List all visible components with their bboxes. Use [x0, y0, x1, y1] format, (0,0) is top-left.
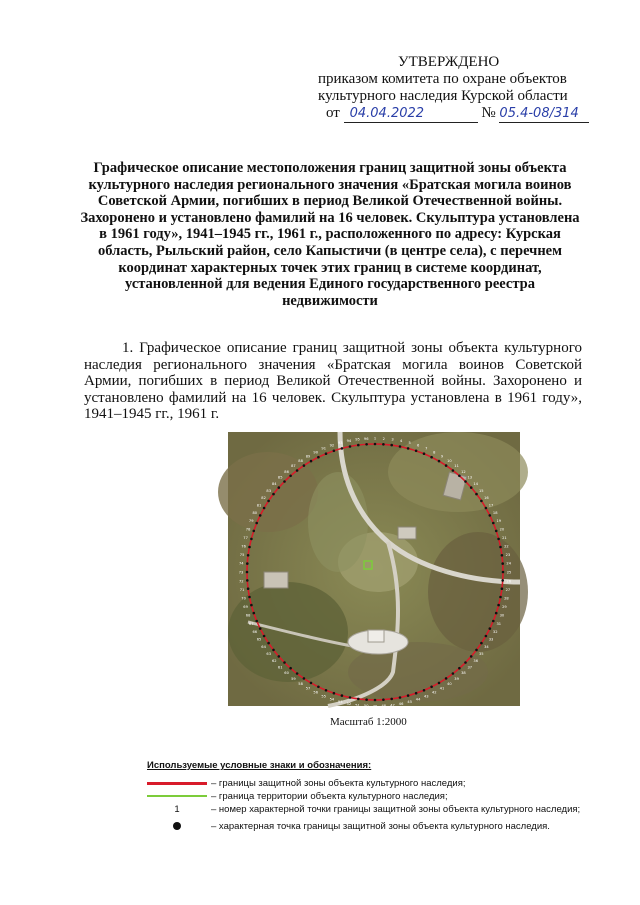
boundary-point: [470, 655, 473, 658]
boundary-point-number: 86: [284, 469, 289, 474]
boundary-point-number: 62: [272, 658, 277, 663]
boundary-point-number: 10: [447, 459, 452, 464]
boundary-point: [278, 655, 281, 658]
boundary-point: [255, 620, 258, 623]
boundary-point: [349, 696, 352, 699]
boundary-point: [452, 672, 455, 675]
boundary-point-number: 72: [239, 579, 244, 584]
boundary-point: [464, 661, 467, 664]
boundary-point-number: 68: [245, 613, 251, 618]
boundary-point-number: 37: [467, 665, 473, 670]
boundary-point-number: 11: [454, 464, 459, 469]
boundary-point: [349, 445, 352, 448]
boundary-point: [495, 612, 498, 615]
boundary-point-number: 45: [407, 699, 412, 704]
boundary-point-number: 65: [256, 637, 262, 642]
boundary-point-number: 77: [243, 535, 248, 540]
boundary-point-number: 38: [461, 671, 466, 676]
boundary-point: [333, 450, 336, 453]
boundary-point-number: 95: [355, 437, 360, 442]
boundary-point: [246, 562, 249, 565]
boundary-point: [502, 571, 505, 574]
boundary-point: [303, 677, 306, 680]
boundary-point-number: 96: [363, 436, 369, 441]
legend-item-dot: [147, 820, 587, 833]
boundary-point: [445, 677, 448, 680]
boundary-point: [485, 635, 488, 638]
boundary-point: [250, 538, 253, 541]
boundary-point: [365, 443, 368, 446]
boundary-point-number: 56: [313, 690, 318, 695]
boundary-point: [458, 667, 461, 670]
legend-text: – границы защитной зоны объекта культурного наследия;: [211, 778, 466, 789]
boundary-point: [325, 452, 328, 455]
boundary-point: [458, 475, 461, 478]
boundary-point-number: 67: [248, 621, 254, 626]
boundary-point-number: 91: [321, 446, 326, 451]
boundary-point: [423, 452, 426, 455]
boundary-point: [407, 694, 410, 697]
boundary-point-number: 93: [338, 441, 343, 446]
boundary-point-number: 69: [243, 605, 248, 610]
boundary-point: [357, 698, 360, 701]
boundary-point: [341, 447, 344, 450]
boundary-point: [430, 456, 433, 459]
boundary-point: [325, 689, 328, 692]
boundary-point: [247, 554, 250, 557]
legend-item-boundary: [147, 777, 587, 790]
boundary-point: [438, 460, 441, 463]
boundary-point-number: 60: [284, 671, 289, 676]
boundary-point: [283, 480, 286, 483]
approval-date-row: [326, 105, 618, 123]
boundary-point-number: 87: [291, 464, 296, 469]
boundary-point: [250, 604, 253, 607]
legend-text: – характерная точка границы защитной зоны объекта культурного наследия.: [211, 821, 550, 832]
boundary-point: [464, 480, 467, 483]
boundary-point: [438, 682, 441, 685]
boundary-point: [278, 486, 281, 489]
boundary-point: [267, 500, 270, 503]
boundary-point-number: 61: [277, 665, 283, 670]
boundary-point-number: 74: [239, 561, 244, 566]
boundary-point-number: 22: [504, 544, 509, 549]
boundary-point-number: 36: [473, 658, 478, 663]
boundary-point: [501, 579, 504, 582]
boundary-point: [489, 627, 492, 630]
boundary-point: [259, 514, 262, 517]
boundary-point-number: 16: [484, 496, 489, 501]
map-scale: Масштаб 1:2000: [330, 716, 407, 728]
boundary-point-number: 79: [248, 519, 254, 524]
boundary-point: [296, 672, 299, 675]
boundary-point-number: 9: [440, 454, 444, 459]
boundary-point-number: 64: [261, 644, 266, 649]
legend-item-number: [147, 803, 587, 816]
document-title: Графическое описание местоположения границ защитной зоны объекта культурного наследия регионального значения «Братская могила воинов Советской Армии, погибших в период Великой Отечественной войны. Захоронено и установлено фамилий на 16 человек. Скульптура установлена в 1961 году», 1941–1945 гг., 1961 г., расположенного по адресу: Курская область, Рыльский район, село Капыстичи (в центре села), с перечнем координат характерных точек этих границ в системе координат, установленной для ведения Единого государственного реестра недвижимости: [80, 160, 580, 309]
boundary-point: [272, 649, 275, 652]
boundary-point: [492, 522, 495, 525]
boundary-point: [470, 486, 473, 489]
boundary-point: [485, 507, 488, 510]
boundary-point-number: 40: [447, 681, 452, 686]
boundary-point: [341, 694, 344, 697]
boundary-point-number: 27: [505, 588, 511, 592]
boundary-point-number: 15: [479, 488, 484, 493]
boundary-point: [253, 612, 256, 615]
boundary-point-number: 82: [261, 496, 266, 501]
boundary-point-number: 94: [346, 439, 352, 444]
boundary-point-number: 71: [239, 588, 245, 592]
boundary-point-number: 29: [502, 605, 507, 610]
point-number-icon: [147, 803, 207, 816]
boundary-point-number: 6: [416, 443, 420, 448]
boundary-point-number: 3: [391, 437, 394, 442]
boundary-point-number: 73: [238, 570, 244, 575]
boundary-point-number: 33: [488, 637, 494, 642]
boundary-point: [452, 469, 455, 472]
boundary-point: [492, 620, 495, 623]
boundary-point-number: 46: [398, 701, 404, 706]
aerial-map-image: [228, 432, 520, 709]
boundary-point: [390, 444, 393, 447]
boundary-point: [501, 554, 504, 557]
boundary-point-number: 23: [505, 553, 511, 557]
boundary-point-number: 52: [346, 701, 352, 706]
boundary-point: [296, 469, 299, 472]
boundary-point: [365, 698, 368, 701]
boundary-point: [382, 443, 385, 446]
boundary-point-number: 21: [502, 535, 507, 540]
boundary-point-number: 90: [313, 450, 318, 455]
boundary-point: [247, 587, 250, 590]
boundary-point-number: 85: [277, 475, 283, 480]
boundary-point-number: 17: [488, 503, 494, 508]
boundary-point-number: 26: [506, 579, 511, 584]
legend: [147, 760, 587, 833]
boundary-point-number: 66: [252, 629, 258, 634]
boundary-point-number: 30: [499, 613, 505, 618]
boundary-point: [263, 507, 266, 510]
approval-block: [318, 54, 618, 123]
boundary-point-number: 80: [252, 511, 258, 516]
boundary-point: [263, 635, 266, 638]
boundary-point-number: 59: [291, 676, 296, 681]
legend-text: – номер характерной точки границы защитной зоны объекта культурного наследия;: [211, 804, 581, 815]
approval-number: 05.4-08/314: [499, 105, 589, 123]
boundary-point: [259, 627, 262, 630]
boundary-point-number: 34: [484, 644, 489, 649]
boundary-point-number: 14: [473, 482, 478, 487]
number-label: №: [481, 105, 496, 121]
boundary-point-number: 43: [424, 694, 429, 699]
boundary-point: [480, 642, 483, 645]
boundary-point: [374, 699, 377, 702]
boundary-point-number: 49: [372, 704, 378, 709]
boundary-point: [289, 667, 292, 670]
approval-line: приказом комитета по охране объектов: [318, 71, 567, 87]
boundary-point-number: 18: [492, 511, 498, 516]
boundary-point: [390, 698, 393, 701]
boundary-point-number: 41: [439, 686, 445, 691]
boundary-point: [267, 642, 270, 645]
boundary-point-number: 88: [298, 459, 303, 464]
boundary-point: [333, 692, 336, 695]
boundary-point-number: 55: [321, 694, 326, 699]
approval-title: УТВЕРЖДЕНО: [398, 54, 500, 70]
boundary-point-number: 48: [381, 704, 387, 709]
boundary-point: [246, 579, 249, 582]
boundary-point: [415, 692, 418, 695]
boundary-point-number: 2: [382, 436, 385, 441]
boundary-point-number: 44: [415, 697, 421, 702]
boundary-point-number: 76: [241, 544, 246, 549]
boundary-point-number: 8: [433, 450, 436, 455]
green-line-icon: [147, 790, 209, 803]
boundary-point: [310, 682, 313, 685]
boundary-point: [499, 546, 502, 549]
boundary-point-number: 47: [390, 703, 395, 708]
boundary-point-number: 84: [272, 482, 277, 487]
boundary-point-number: 92: [329, 443, 335, 448]
boundary-point: [495, 530, 498, 533]
from-label: от: [326, 105, 340, 121]
boundary-point-number: 32: [492, 629, 498, 634]
boundary-point: [497, 604, 500, 607]
boundary-point-number: 31: [496, 621, 502, 626]
boundary-point: [255, 522, 258, 525]
boundary-point: [445, 464, 448, 467]
boundary-point: [430, 686, 433, 689]
boundary-point-number: 70: [241, 596, 246, 601]
boundary-point-number: 35: [479, 652, 484, 657]
boundary-point-number: 83: [266, 488, 271, 493]
boundary-point: [357, 444, 360, 447]
boundary-point-number: 4: [399, 439, 403, 444]
boundary-point-number: 20: [499, 527, 505, 532]
boundary-point: [489, 514, 492, 517]
boundary-point-number: 24: [506, 561, 511, 566]
legend-text: – граница территории объекта культурного наследия;: [211, 791, 448, 802]
boundary-point-number: 7: [425, 446, 428, 451]
boundary-point: [303, 464, 306, 467]
boundary-point: [475, 649, 478, 652]
boundary-point: [501, 587, 504, 590]
boundary-point: [499, 596, 502, 599]
boundary-point: [480, 500, 483, 503]
boundary-point-number: 57: [305, 686, 311, 691]
boundary-point-number: 42: [432, 690, 437, 695]
boundary-point: [317, 456, 320, 459]
boundary-point-number: 89: [305, 454, 311, 459]
boundary-point-number: 53: [338, 699, 343, 704]
boundary-point-number: 50: [363, 704, 369, 709]
boundary-point: [382, 698, 385, 701]
paragraph-text: 1. Графическое описание границ защитной зоны объекта культурного наследия регионального значения «Братская могила воинов Советской Армии, погибших в период Великой Отечественной войны. Захоронено и установлено фамилий на 16 человек. Скульптура установлена в 1961 году», 1941–1945 гг., 1961 г.: [84, 340, 582, 422]
approval-line: культурного наследия Курской области: [318, 88, 568, 104]
boundary-point: [423, 689, 426, 692]
legend-heading: Используемые условные знаки и обозначения:: [147, 760, 372, 771]
red-line-icon: [147, 777, 209, 790]
boundary-point: [272, 493, 275, 496]
aerial-map: [228, 432, 520, 709]
boundary-point-number: 1: [373, 436, 377, 441]
legend-item-territory: [147, 790, 587, 803]
boundary-point-number: 75: [239, 553, 245, 557]
section-paragraph: [84, 340, 582, 423]
boundary-point: [374, 443, 377, 446]
boundary-point: [407, 447, 410, 450]
boundary-point-number: 12: [461, 469, 466, 474]
boundary-point: [246, 571, 249, 574]
boundary-point: [501, 562, 504, 565]
boundary-point-number: 13: [467, 475, 473, 480]
boundary-point: [317, 686, 320, 689]
point-number-sample: 1: [174, 804, 180, 815]
approval-date: 04.04.2022: [344, 105, 478, 123]
boundary-point-number: 63: [266, 652, 271, 657]
boundary-point: [283, 661, 286, 664]
boundary-point: [497, 538, 500, 541]
boundary-point-number: 28: [504, 596, 509, 601]
boundary-point-number: 51: [355, 703, 360, 708]
boundary-point-number: 25: [506, 570, 512, 575]
boundary-point: [248, 546, 251, 549]
boundary-point: [475, 493, 478, 496]
boundary-point-number: 39: [454, 676, 459, 681]
boundary-point-number: 78: [245, 527, 251, 532]
black-dot-icon: [147, 820, 209, 833]
boundary-point-number: 81: [256, 503, 262, 508]
boundary-point: [415, 450, 418, 453]
boundary-point: [289, 475, 292, 478]
boundary-point: [310, 460, 313, 463]
boundary-point-number: 54: [329, 697, 335, 702]
boundary-point-number: 58: [298, 681, 303, 686]
boundary-point: [253, 530, 256, 533]
boundary-point: [248, 596, 251, 599]
boundary-point-number: 5: [408, 441, 411, 446]
boundary-point: [399, 696, 402, 699]
boundary-point-number: 19: [496, 519, 502, 524]
boundary-point: [399, 445, 402, 448]
